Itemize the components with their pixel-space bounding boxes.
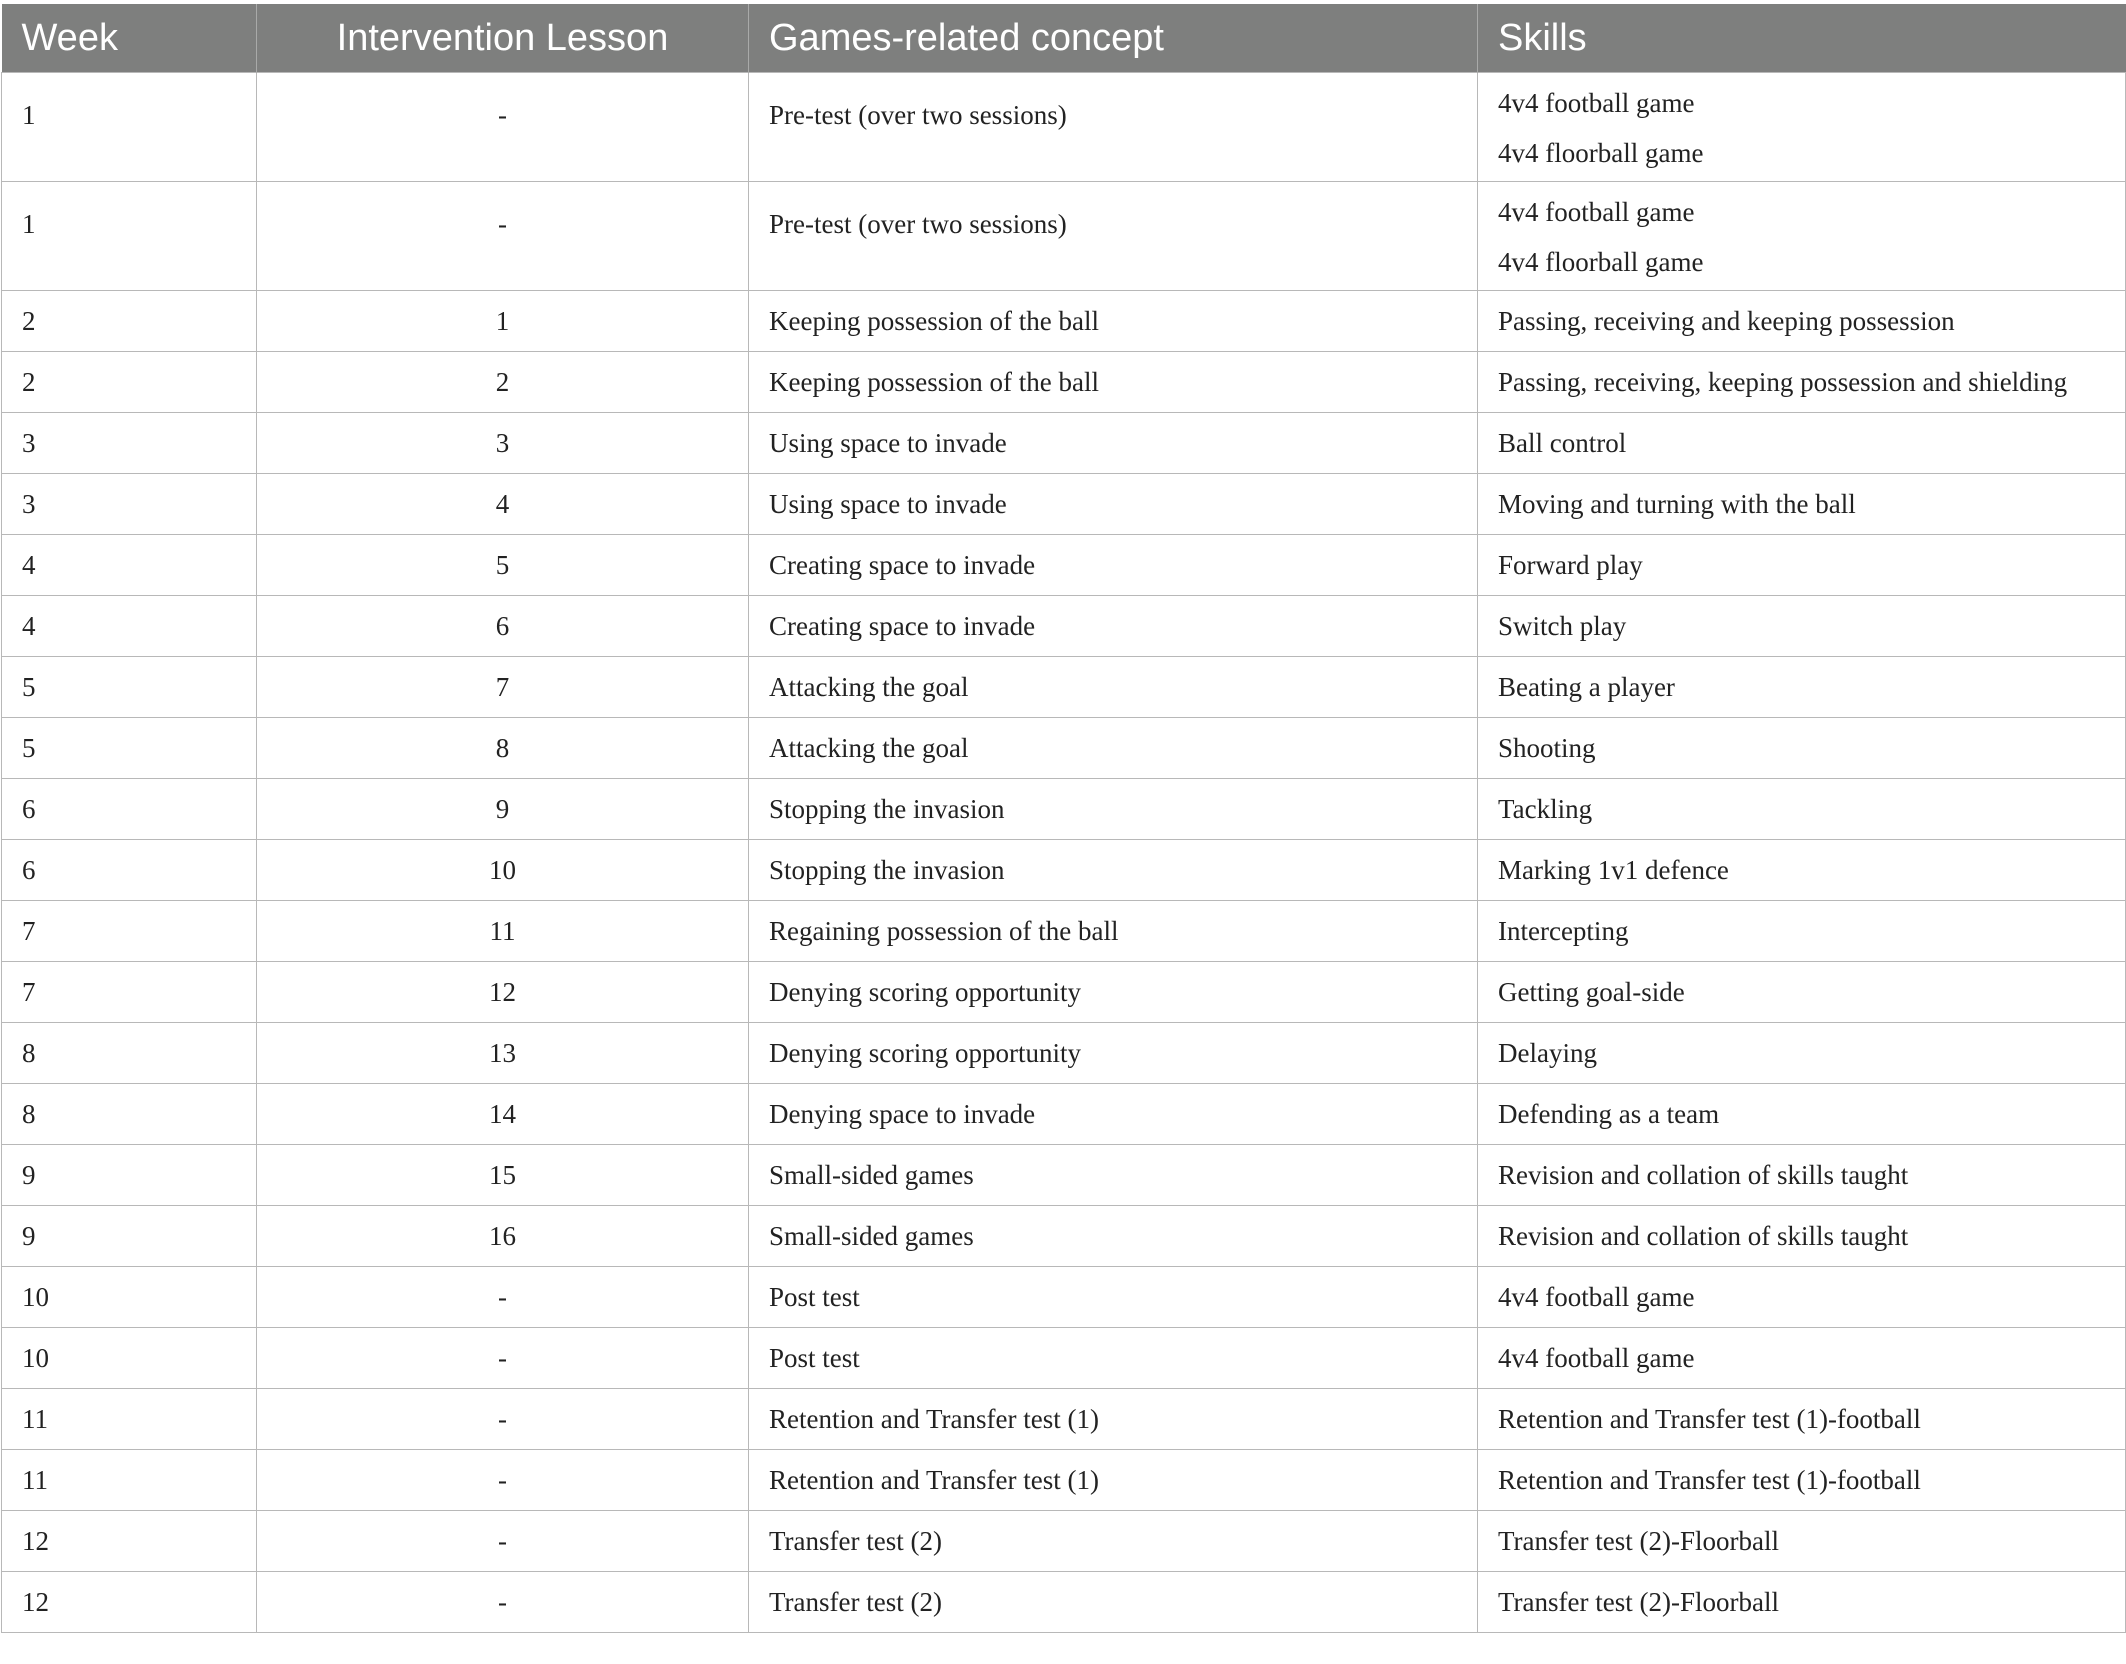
table-row bbox=[2, 1328, 2126, 1389]
table-row bbox=[2, 182, 2126, 291]
header-row bbox=[2, 4, 2126, 73]
skill-text: Beating a player bbox=[1498, 671, 1675, 702]
cell-week: 7 bbox=[2, 901, 257, 962]
cell-games-related-concept: Keeping possession of the ball bbox=[749, 352, 1478, 413]
cell-intervention-lesson: 11 bbox=[257, 901, 749, 962]
table-row bbox=[2, 1389, 2126, 1450]
skill-text: Retention and Transfer test (1)-football bbox=[1498, 1464, 1921, 1495]
schedule-table bbox=[1, 4, 2126, 1633]
skill-text: 4v4 football game bbox=[1498, 88, 1695, 118]
cell-week: 12 bbox=[2, 1511, 257, 1572]
cell-intervention-lesson: - bbox=[257, 1511, 749, 1572]
skill-text: Revision and collation of skills taught bbox=[1498, 1220, 1909, 1251]
skill-text: Revision and collation of skills taught bbox=[1498, 1159, 1909, 1190]
cell-skills bbox=[1478, 1267, 2126, 1328]
cell-games-related-concept: Retention and Transfer test (1) bbox=[749, 1389, 1478, 1450]
cell-games-related-concept: Pre-test (over two sessions) bbox=[749, 73, 1478, 182]
cell-skills bbox=[1478, 1511, 2126, 1572]
cell-skills bbox=[1478, 718, 2126, 779]
cell-skills bbox=[1478, 1145, 2126, 1206]
table-row bbox=[2, 1023, 2126, 1084]
cell-skills bbox=[1478, 779, 2126, 840]
cell-intervention-lesson: - bbox=[257, 73, 749, 182]
cell-week: 2 bbox=[2, 352, 257, 413]
skill-text: Tackling bbox=[1498, 793, 1593, 824]
cell-week: 5 bbox=[2, 657, 257, 718]
cell-games-related-concept: Attacking the goal bbox=[749, 657, 1478, 718]
cell-week: 10 bbox=[2, 1267, 257, 1328]
cell-intervention-lesson: 14 bbox=[257, 1084, 749, 1145]
cell-week: 1 bbox=[2, 73, 257, 182]
cell-games-related-concept: Post test bbox=[749, 1328, 1478, 1389]
cell-intervention-lesson: - bbox=[257, 1572, 749, 1633]
skill-text: Shooting bbox=[1498, 732, 1596, 763]
cell-skills bbox=[1478, 535, 2126, 596]
table-row bbox=[2, 718, 2126, 779]
cell-skills bbox=[1478, 182, 2126, 291]
table-row bbox=[2, 1511, 2126, 1572]
cell-games-related-concept: Transfer test (2) bbox=[749, 1572, 1478, 1633]
cell-games-related-concept: Denying space to invade bbox=[749, 1084, 1478, 1145]
cell-skills bbox=[1478, 840, 2126, 901]
cell-skills bbox=[1478, 1572, 2126, 1633]
cell-games-related-concept: Pre-test (over two sessions) bbox=[749, 182, 1478, 291]
cell-skills bbox=[1478, 474, 2126, 535]
cell-intervention-lesson: 2 bbox=[257, 352, 749, 413]
cell-week: 7 bbox=[2, 962, 257, 1023]
cell-intervention-lesson: 12 bbox=[257, 962, 749, 1023]
cell-week: 1 bbox=[2, 182, 257, 291]
header-skills: Skills bbox=[1478, 4, 2126, 73]
skill-text: Getting goal-side bbox=[1498, 976, 1685, 1007]
skill-text: Transfer test (2)-Floorball bbox=[1498, 1586, 1779, 1617]
cell-skills bbox=[1478, 1389, 2126, 1450]
table-row bbox=[2, 474, 2126, 535]
cell-games-related-concept: Small-sided games bbox=[749, 1145, 1478, 1206]
cell-skills bbox=[1478, 1328, 2126, 1389]
cell-skills bbox=[1478, 1206, 2126, 1267]
cell-week: 4 bbox=[2, 535, 257, 596]
cell-games-related-concept: Post test bbox=[749, 1267, 1478, 1328]
cell-games-related-concept: Regaining possession of the ball bbox=[749, 901, 1478, 962]
cell-intervention-lesson: 3 bbox=[257, 413, 749, 474]
skill-text: 4v4 football game bbox=[1498, 197, 1695, 227]
cell-week: 8 bbox=[2, 1023, 257, 1084]
cell-games-related-concept: Creating space to invade bbox=[749, 535, 1478, 596]
cell-skills bbox=[1478, 596, 2126, 657]
cell-games-related-concept: Stopping the invasion bbox=[749, 840, 1478, 901]
table-row bbox=[2, 291, 2126, 352]
cell-week: 3 bbox=[2, 413, 257, 474]
header-intervention-lesson: Intervention Lesson bbox=[257, 4, 749, 73]
table-row bbox=[2, 413, 2126, 474]
cell-week: 10 bbox=[2, 1328, 257, 1389]
table-row bbox=[2, 1206, 2126, 1267]
skill-text: Ball control bbox=[1498, 427, 1627, 458]
cell-games-related-concept: Creating space to invade bbox=[749, 596, 1478, 657]
cell-week: 9 bbox=[2, 1206, 257, 1267]
cell-intervention-lesson: 6 bbox=[257, 596, 749, 657]
cell-week: 5 bbox=[2, 718, 257, 779]
skill-text: Passing, receiving and keeping possession bbox=[1498, 305, 1955, 336]
skill-text: Passing, receiving, keeping possession and shielding bbox=[1498, 366, 2068, 397]
table-row bbox=[2, 657, 2126, 718]
cell-games-related-concept: Stopping the invasion bbox=[749, 779, 1478, 840]
cell-intervention-lesson: 7 bbox=[257, 657, 749, 718]
table-row bbox=[2, 779, 2126, 840]
table-row bbox=[2, 352, 2126, 413]
cell-games-related-concept: Attacking the goal bbox=[749, 718, 1478, 779]
skill-text: Delaying bbox=[1498, 1037, 1597, 1068]
cell-games-related-concept: Keeping possession of the ball bbox=[749, 291, 1478, 352]
cell-intervention-lesson: 16 bbox=[257, 1206, 749, 1267]
cell-intervention-lesson: 1 bbox=[257, 291, 749, 352]
cell-skills bbox=[1478, 657, 2126, 718]
skill-text: Forward play bbox=[1498, 549, 1643, 580]
cell-games-related-concept: Retention and Transfer test (1) bbox=[749, 1450, 1478, 1511]
cell-intervention-lesson: 8 bbox=[257, 718, 749, 779]
table-row bbox=[2, 596, 2126, 657]
skill-text: Marking 1v1 defence bbox=[1498, 854, 1729, 885]
cell-week: 11 bbox=[2, 1450, 257, 1511]
cell-games-related-concept: Small-sided games bbox=[749, 1206, 1478, 1267]
skill-text: Switch play bbox=[1498, 610, 1627, 641]
skill-text: 4v4 floorball game bbox=[1498, 138, 1704, 168]
table-row bbox=[2, 962, 2126, 1023]
cell-intervention-lesson: 13 bbox=[257, 1023, 749, 1084]
table-row bbox=[2, 1450, 2126, 1511]
cell-intervention-lesson: - bbox=[257, 1389, 749, 1450]
table-row bbox=[2, 1145, 2126, 1206]
cell-week: 12 bbox=[2, 1572, 257, 1633]
cell-games-related-concept: Denying scoring opportunity bbox=[749, 1023, 1478, 1084]
skill-text: 4v4 football game bbox=[1498, 1342, 1695, 1373]
table-row bbox=[2, 1572, 2126, 1633]
skill-text: 4v4 football game bbox=[1498, 1281, 1695, 1312]
cell-week: 6 bbox=[2, 779, 257, 840]
cell-skills bbox=[1478, 962, 2126, 1023]
cell-skills bbox=[1478, 1023, 2126, 1084]
cell-skills bbox=[1478, 291, 2126, 352]
skill-text: Transfer test (2)-Floorball bbox=[1498, 1525, 1779, 1556]
header-games-related-concept: Games-related concept bbox=[749, 4, 1478, 73]
table-row bbox=[2, 535, 2126, 596]
cell-games-related-concept: Using space to invade bbox=[749, 474, 1478, 535]
cell-week: 8 bbox=[2, 1084, 257, 1145]
table-row bbox=[2, 901, 2126, 962]
skill-text: Defending as a team bbox=[1498, 1098, 1720, 1129]
cell-week: 2 bbox=[2, 291, 257, 352]
cell-intervention-lesson: 5 bbox=[257, 535, 749, 596]
cell-week: 4 bbox=[2, 596, 257, 657]
skill-text: Moving and turning with the ball bbox=[1498, 488, 1856, 519]
cell-games-related-concept: Denying scoring opportunity bbox=[749, 962, 1478, 1023]
cell-games-related-concept: Using space to invade bbox=[749, 413, 1478, 474]
cell-skills bbox=[1478, 73, 2126, 182]
cell-skills bbox=[1478, 901, 2126, 962]
cell-intervention-lesson: 9 bbox=[257, 779, 749, 840]
table-row bbox=[2, 73, 2126, 182]
table-body bbox=[2, 73, 2126, 1633]
header-week: Week bbox=[2, 4, 257, 73]
cell-skills bbox=[1478, 1084, 2126, 1145]
cell-skills bbox=[1478, 352, 2126, 413]
cell-intervention-lesson: 10 bbox=[257, 840, 749, 901]
cell-intervention-lesson: - bbox=[257, 182, 749, 291]
cell-intervention-lesson: 15 bbox=[257, 1145, 749, 1206]
cell-week: 11 bbox=[2, 1389, 257, 1450]
cell-week: 9 bbox=[2, 1145, 257, 1206]
skill-text: Retention and Transfer test (1)-football bbox=[1498, 1403, 1921, 1434]
table-row bbox=[2, 840, 2126, 901]
cell-games-related-concept: Transfer test (2) bbox=[749, 1511, 1478, 1572]
cell-week: 3 bbox=[2, 474, 257, 535]
skill-text: Intercepting bbox=[1498, 915, 1629, 946]
cell-skills bbox=[1478, 1450, 2126, 1511]
table-row bbox=[2, 1084, 2126, 1145]
table-header bbox=[2, 4, 2126, 73]
cell-skills bbox=[1478, 413, 2126, 474]
cell-intervention-lesson: - bbox=[257, 1450, 749, 1511]
skill-text: 4v4 floorball game bbox=[1498, 247, 1704, 277]
cell-intervention-lesson: 4 bbox=[257, 474, 749, 535]
cell-intervention-lesson: - bbox=[257, 1267, 749, 1328]
table-row bbox=[2, 1267, 2126, 1328]
cell-week: 6 bbox=[2, 840, 257, 901]
cell-intervention-lesson: - bbox=[257, 1328, 749, 1389]
